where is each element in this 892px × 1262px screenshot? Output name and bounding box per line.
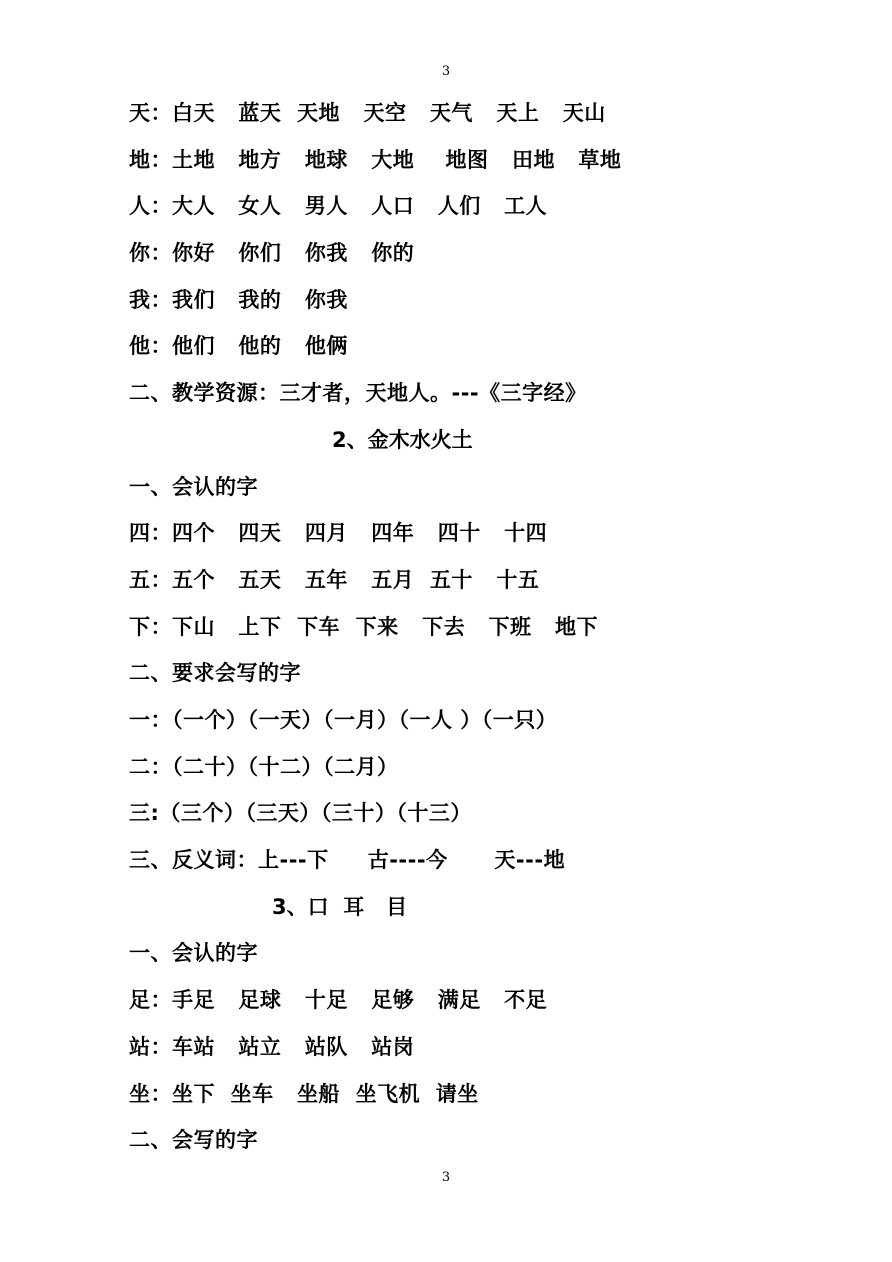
text-line: 三:（三个）（三天）（三十）（十三）: [129, 801, 472, 825]
section-heading: 二、要求会写的字: [129, 661, 301, 685]
text-line: 地：土地 地方 地球 大地 地图 田地 草地: [129, 148, 622, 172]
page-number-top: 3: [441, 64, 451, 79]
text-line: 四：四个 四天 四月 四年 四十 十四: [129, 521, 548, 545]
text-line: 足：手足 足球 十足 足够 满足 不足: [129, 988, 548, 1012]
text-line: 站：车站 站立 站队 站岗: [129, 1035, 415, 1059]
section-heading: 一、会认的字: [129, 941, 258, 965]
text-line: 三、反义词：上---下 古----今 天---地: [129, 848, 566, 872]
text-line: 下：下山 上下 下车 下来 下去 下班 地下: [129, 615, 598, 639]
text-line: 二：（二十）（十二）（二月）: [129, 755, 399, 779]
text-line: 我：我们 我的 你我: [129, 288, 348, 312]
page-number-bottom: 3: [441, 1170, 451, 1185]
text-line: 他：他们 他的 他俩: [129, 334, 348, 358]
lesson-heading: 2、金木水火土: [332, 428, 473, 452]
text-line: 你：你好 你们 你我 你的: [129, 241, 415, 265]
text-line: 二、教学资源：三才者，天地人。---《三字经》: [129, 381, 587, 405]
text-line: 五：五个 五天 五年 五月 五十 十五: [129, 568, 540, 592]
text-line: 天：白天 蓝天 天地 天空 天气 天上 天山: [129, 101, 606, 125]
section-heading: 二、会写的字: [129, 1128, 258, 1152]
text-line: 人：大人 女人 男人 人口 人们 工人: [129, 194, 548, 218]
section-heading: 一、会认的字: [129, 475, 258, 499]
text-line: 坐：坐下 坐车 坐船 坐飞机 请坐: [129, 1082, 479, 1106]
lesson-heading: 3、口 耳 目: [272, 895, 408, 919]
text-line: 一：（一个）（一天）（一月）（一人 ）（一只）: [129, 708, 558, 732]
